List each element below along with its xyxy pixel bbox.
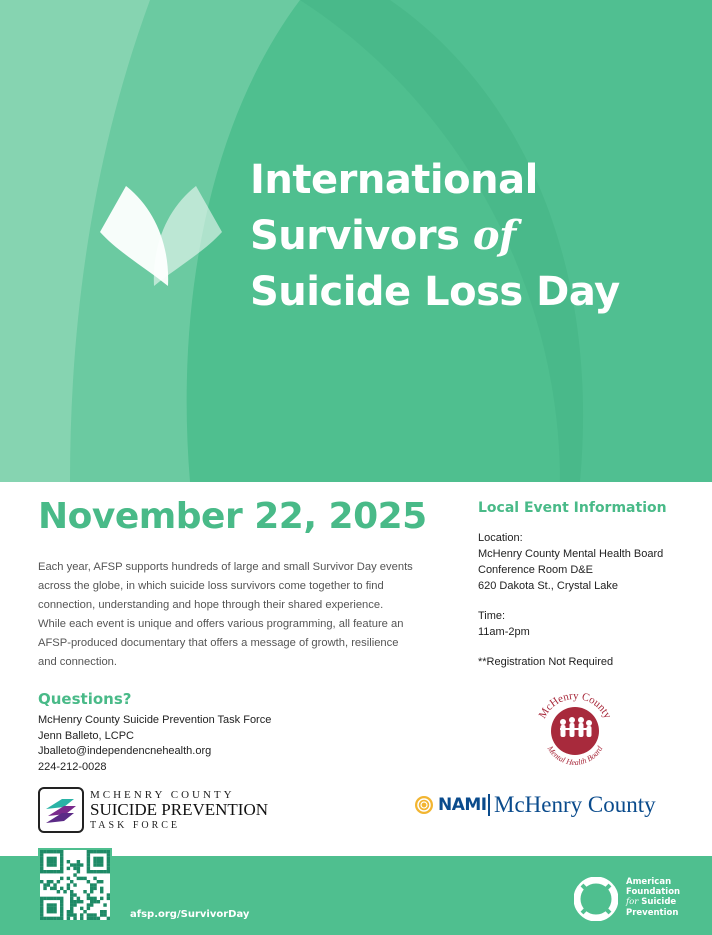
spt-logo-line-3: TASK FORCE <box>90 820 181 831</box>
footer-url[interactable]: afsp.org/SurvivorDay <box>130 909 250 920</box>
questions-heading: Questions? <box>38 690 132 708</box>
hands-icon <box>38 787 84 833</box>
afsp-name <box>626 877 680 918</box>
local-event-heading: Local Event Information <box>478 500 667 516</box>
life-ring-icon <box>574 877 618 921</box>
suicide-prevention-task-force-logo <box>38 787 268 837</box>
nami-divider <box>488 794 490 816</box>
event-date: November 22, 2025 <box>38 496 427 537</box>
hero-title-survivors: Survivors <box>250 213 473 259</box>
contact-phone[interactable]: 224-212-0028 <box>38 760 107 773</box>
spt-logo-line-1: MCHENRY COUNTY <box>90 789 235 801</box>
location-line-3: 620 Dakota St., Crystal Lake <box>478 580 619 592</box>
location-line-2: Conference Room D&E <box>478 564 593 576</box>
contact-org: McHenry County Suicide Prevention Task Force <box>38 714 272 726</box>
hero-title-line-2 <box>250 208 620 264</box>
local-event-details <box>478 530 663 670</box>
nami-county-text: McHenry County <box>494 792 656 817</box>
hero-title <box>250 152 620 320</box>
nami-wordmark: NAMI <box>438 795 487 815</box>
afsp-name-line-1: American <box>626 877 672 887</box>
afsp-name-line-2: Foundation <box>626 887 681 898</box>
contact-email[interactable]: Jballeto@independencnehealth.org <box>38 745 212 757</box>
nami-circle-icon <box>414 795 434 815</box>
location-label: Location: <box>478 532 523 544</box>
hero-title-line-1: International <box>250 157 538 203</box>
location-line-1: McHenry County Mental Health Board <box>478 548 664 560</box>
hero-title-line-3: Suicide Loss Day <box>250 269 620 315</box>
mhb-bottom-text: Mental Health Board <box>545 744 605 768</box>
event-description: Each year, AFSP supports hundreds of large and small Survivor Day events across the globe, in which suicide loss survivors come together to find connection, understanding and hope through their shared experience. While each event is unique and offers various programming, all feature an AFSP-produced documentary that offers a message of growth, resilience and connection. <box>38 561 413 668</box>
contact-block <box>38 713 271 775</box>
nami-mchenry-logo <box>414 791 694 821</box>
registration-note: **Registration Not Required <box>478 656 614 668</box>
afsp-for: for <box>626 897 639 908</box>
time-label: Time: <box>478 610 506 622</box>
afsp-leaf-icon <box>96 182 226 292</box>
mental-health-board-logo <box>530 684 620 774</box>
afsp-name-line-4: Prevention <box>626 907 679 918</box>
spt-logo-line-2: SUICIDE PREVENTION <box>90 800 269 819</box>
contact-name: Jenn Balleto, LCPC <box>38 729 134 742</box>
time-value: 11am-2pm <box>478 626 530 638</box>
afsp-name-line-3 <box>626 897 680 907</box>
mhb-top-text: McHenry County <box>536 689 614 721</box>
hero-title-of: of <box>472 212 516 259</box>
qr-code-icon[interactable] <box>38 848 112 922</box>
mhb-circle <box>551 707 599 755</box>
afsp-suicide: Suicide <box>638 897 677 908</box>
